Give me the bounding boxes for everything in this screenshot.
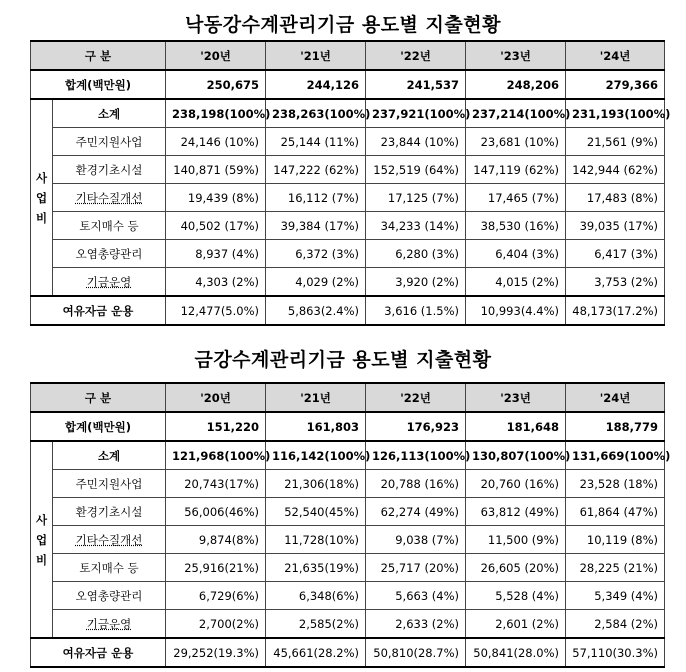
side-char: 업 xyxy=(35,532,48,547)
cell-value: 3,753 (2%) xyxy=(566,268,665,297)
reserve-value: 5,863(2.4%) xyxy=(266,296,366,325)
total-value: 151,220 xyxy=(166,412,266,441)
row-label: 환경기초시설 xyxy=(53,498,166,526)
cell-value: 5,528 (4%) xyxy=(466,582,566,610)
subtotal-value: 130,807(100%) xyxy=(466,441,566,470)
header-year: '21년 xyxy=(266,383,366,412)
row-label: 토지매수 등 xyxy=(53,212,166,240)
cell-value: 25,717 (20%) xyxy=(366,554,466,582)
subtotal-label: 소계 xyxy=(53,441,166,470)
header-year: '23년 xyxy=(466,41,566,70)
header-year: '24년 xyxy=(566,383,665,412)
table-row xyxy=(31,240,665,268)
header-category: 구 분 xyxy=(31,41,166,70)
table-row xyxy=(31,184,665,212)
row-label-text: 기금운영 xyxy=(86,616,132,631)
cell-value: 20,760 (16%) xyxy=(466,470,566,498)
row-label-text: 기금운영 xyxy=(86,274,132,289)
cell-value: 6,404 (3%) xyxy=(466,240,566,268)
row-label: 오염총량관리 xyxy=(53,240,166,268)
cell-value: 6,417 (3%) xyxy=(566,240,665,268)
cell-value: 38,530 (16%) xyxy=(466,212,566,240)
cell-value: 16,112 (7%) xyxy=(266,184,366,212)
table-row xyxy=(31,498,665,526)
header-year: '20년 xyxy=(166,383,266,412)
total-value: 241,537 xyxy=(366,70,466,99)
cell-value: 62,274 (49%) xyxy=(366,498,466,526)
cell-value: 24,146 (10%) xyxy=(166,128,266,156)
cell-value: 6,280 (3%) xyxy=(366,240,466,268)
side-label xyxy=(31,441,53,638)
cell-value: 17,125 (7%) xyxy=(366,184,466,212)
row-label: 환경기초시설 xyxy=(53,156,166,184)
cell-value: 39,384 (17%) xyxy=(266,212,366,240)
cell-value: 10,119 (8%) xyxy=(566,526,665,554)
subtotal-value: 237,921(100%) xyxy=(366,99,466,128)
cell-value: 23,844 (10%) xyxy=(366,128,466,156)
header-row xyxy=(31,41,665,70)
cell-value: 11,728(10%) xyxy=(266,526,366,554)
cell-value: 21,635(19%) xyxy=(266,554,366,582)
table-row xyxy=(31,470,665,498)
reserve-row xyxy=(31,638,665,667)
subtotal-row xyxy=(31,441,665,470)
total-label: 합계(백만원) xyxy=(31,70,166,99)
total-value: 176,923 xyxy=(366,412,466,441)
subtotal-value: 238,263(100%) xyxy=(266,99,366,128)
side-char: 업 xyxy=(35,190,48,205)
cell-value: 3,920 (2%) xyxy=(366,268,466,297)
cell-value: 6,348(6%) xyxy=(266,582,366,610)
table-row xyxy=(31,554,665,582)
table-row xyxy=(31,582,665,610)
cell-value: 52,540(45%) xyxy=(266,498,366,526)
reserve-value: 45,661(28.2%) xyxy=(266,638,366,667)
cell-value: 19,439 (8%) xyxy=(166,184,266,212)
cell-value: 34,233 (14%) xyxy=(366,212,466,240)
side-char: 비 xyxy=(35,552,48,567)
total-value: 188,779 xyxy=(566,412,665,441)
total-value: 250,675 xyxy=(166,70,266,99)
cell-value: 40,502 (17%) xyxy=(166,212,266,240)
subtotal-value: 131,669(100%) xyxy=(566,441,665,470)
cell-value: 39,035 (17%) xyxy=(566,212,665,240)
total-value: 181,648 xyxy=(466,412,566,441)
table-title: 금강수계관리기금 용도별 지출현황 xyxy=(194,349,492,371)
expenditure-table-geum xyxy=(30,382,671,668)
row-label: 주민지원사업 xyxy=(53,470,166,498)
header-row xyxy=(31,383,665,412)
cell-value: 4,303 (2%) xyxy=(166,268,266,297)
reserve-label: 여유자금 운용 xyxy=(31,296,166,325)
cell-value: 5,663 (4%) xyxy=(366,582,466,610)
side-char: 사 xyxy=(35,170,48,185)
cell-value: 5,349 (4%) xyxy=(566,582,665,610)
reserve-value: 10,993(4.4%) xyxy=(466,296,566,325)
subtotal-value: 121,968(100%) xyxy=(166,441,266,470)
reserve-value: 57,110(30.3%) xyxy=(566,638,665,667)
cell-value: 20,788 (16%) xyxy=(366,470,466,498)
cell-value: 2,585(2%) xyxy=(266,610,366,639)
cell-value: 2,584 (2%) xyxy=(566,610,665,639)
total-value: 248,206 xyxy=(466,70,566,99)
cell-value: 152,519 (64%) xyxy=(366,156,466,184)
cell-value: 6,729(6%) xyxy=(166,582,266,610)
reserve-value: 29,252(19.3%) xyxy=(166,638,266,667)
header-year: '22년 xyxy=(366,41,466,70)
header-year: '20년 xyxy=(166,41,266,70)
cell-value: 28,225 (21%) xyxy=(566,554,665,582)
reserve-value: 3,616 (1.5%) xyxy=(366,296,466,325)
row-label xyxy=(53,184,166,212)
reserve-row xyxy=(31,296,665,325)
cell-value: 2,700(2%) xyxy=(166,610,266,639)
cell-value: 63,812 (49%) xyxy=(466,498,566,526)
cell-value: 25,144 (11%) xyxy=(266,128,366,156)
row-label xyxy=(53,268,166,297)
cell-value: 23,528 (18%) xyxy=(566,470,665,498)
total-row xyxy=(31,70,665,99)
cell-value: 147,119 (62%) xyxy=(466,156,566,184)
side-label xyxy=(31,99,53,296)
subtotal-value: 126,113(100%) xyxy=(366,441,466,470)
header-category: 구 분 xyxy=(31,383,166,412)
subtotal-value: 237,214(100%) xyxy=(466,99,566,128)
side-char: 비 xyxy=(35,210,48,225)
reserve-value: 50,841(28.0%) xyxy=(466,638,566,667)
header-year: '24년 xyxy=(566,41,665,70)
cell-value: 2,601 (2%) xyxy=(466,610,566,639)
row-label: 오염총량관리 xyxy=(53,582,166,610)
cell-value: 21,561 (9%) xyxy=(566,128,665,156)
cell-value: 142,944 (62%) xyxy=(566,156,665,184)
reserve-label: 여유자금 운용 xyxy=(31,638,166,667)
row-label: 주민지원사업 xyxy=(53,128,166,156)
table-row xyxy=(31,128,665,156)
cell-value: 147,222 (62%) xyxy=(266,156,366,184)
total-value: 244,126 xyxy=(266,70,366,99)
cell-value: 21,306(18%) xyxy=(266,470,366,498)
total-value: 279,366 xyxy=(566,70,665,99)
subtotal-value: 238,198(100%) xyxy=(166,99,266,128)
table-row xyxy=(31,212,665,240)
cell-value: 6,372 (3%) xyxy=(266,240,366,268)
cell-value: 26,605 (20%) xyxy=(466,554,566,582)
subtotal-label: 소계 xyxy=(53,99,166,128)
reserve-value: 12,477(5.0%) xyxy=(166,296,266,325)
table-title: 낙동강수계관리기금 용도별 지출현황 xyxy=(185,14,501,36)
cell-value: 9,038 (7%) xyxy=(366,526,466,554)
cell-value: 11,500 (9%) xyxy=(466,526,566,554)
row-label xyxy=(53,526,166,554)
reserve-value: 48,173(17.2%) xyxy=(566,296,665,325)
cell-value: 61,864 (47%) xyxy=(566,498,665,526)
row-label xyxy=(53,610,166,639)
cell-value: 20,743(17%) xyxy=(166,470,266,498)
cell-value: 17,483 (8%) xyxy=(566,184,665,212)
subtotal-row xyxy=(31,99,665,128)
cell-value: 9,874(8%) xyxy=(166,526,266,554)
cell-value: 2,633 (2%) xyxy=(366,610,466,639)
cell-value: 17,465 (7%) xyxy=(466,184,566,212)
subtotal-value: 231,193(100%) xyxy=(566,99,665,128)
row-label-text: 기타수질개선 xyxy=(75,190,143,205)
reserve-value: 50,810(28.7%) xyxy=(366,638,466,667)
cell-value: 23,681 (10%) xyxy=(466,128,566,156)
row-label: 토지매수 등 xyxy=(53,554,166,582)
table-row xyxy=(31,156,665,184)
table-row xyxy=(31,526,665,554)
cell-value: 56,006(46%) xyxy=(166,498,266,526)
cell-value: 4,029 (2%) xyxy=(266,268,366,297)
total-value: 161,803 xyxy=(266,412,366,441)
cell-value: 140,871 (59%) xyxy=(166,156,266,184)
row-label-text: 기타수질개선 xyxy=(75,532,143,547)
cell-value: 4,015 (2%) xyxy=(466,268,566,297)
total-label: 합계(백만원) xyxy=(31,412,166,441)
cell-value: 25,916(21%) xyxy=(166,554,266,582)
table-row xyxy=(31,610,665,639)
cell-value: 8,937 (4%) xyxy=(166,240,266,268)
total-row xyxy=(31,412,665,441)
header-year: '23년 xyxy=(466,383,566,412)
side-char: 사 xyxy=(35,512,48,527)
header-year: '21년 xyxy=(266,41,366,70)
header-year: '22년 xyxy=(366,383,466,412)
subtotal-value: 116,142(100%) xyxy=(266,441,366,470)
table-row xyxy=(31,268,665,297)
expenditure-table-nakdong xyxy=(30,40,671,326)
